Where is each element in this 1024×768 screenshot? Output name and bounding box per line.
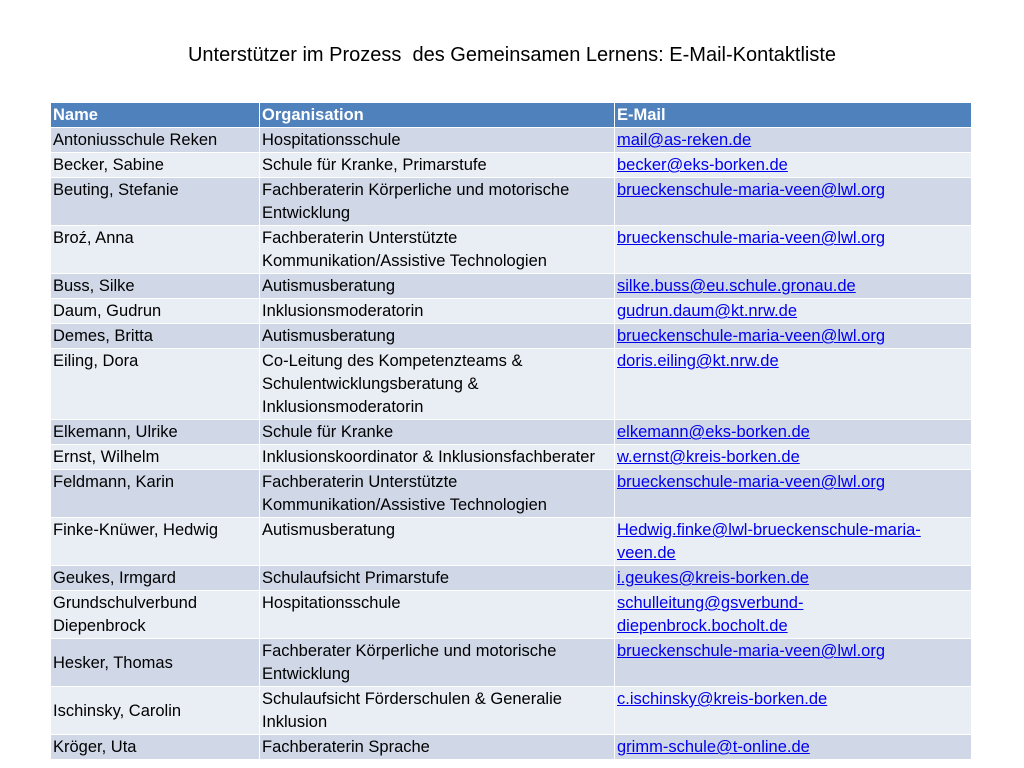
cell-name: Buss, Silke: [51, 274, 260, 299]
cell-name: Kröger, Uta: [51, 735, 260, 760]
cell-organisation: Fachberaterin Unterstützte Kommunikation/Assistive Technologien: [260, 226, 615, 274]
cell-name: Demes, Britta: [51, 324, 260, 349]
cell-organisation: Fachberaterin Unterstützte Kommunikation/Assistive Technologien: [260, 470, 615, 518]
cell-email: [615, 299, 972, 324]
cell-name: Feldmann, Karin: [51, 470, 260, 518]
cell-email: [615, 591, 972, 639]
cell-name: Beuting, Stefanie: [51, 178, 260, 226]
header-email: E-Mail: [615, 103, 972, 128]
page-title: Unterstützer im Prozess des Gemeinsamen Lernens: E-Mail-Kontaktliste: [187, 44, 837, 66]
email-link[interactable]: w.ernst@kreis-borken.de: [617, 448, 800, 466]
email-link[interactable]: i.geukes@kreis-borken.de: [617, 569, 809, 587]
cell-organisation: Autismusberatung: [260, 274, 615, 299]
table-row: [51, 735, 972, 760]
cell-organisation: Fachberaterin Sprache: [260, 735, 615, 760]
cell-email: [615, 566, 972, 591]
header-organisation: Organisation: [260, 103, 615, 128]
cell-name: Hesker, Thomas: [51, 639, 260, 687]
contact-table: [50, 102, 972, 760]
table-row: [51, 518, 972, 566]
cell-organisation: Fachberater Körperliche und motorische Entwicklung: [260, 639, 615, 687]
email-link[interactable]: silke.buss@eu.schule.gronau.de: [617, 277, 856, 295]
header-name: Name: [51, 103, 260, 128]
email-link[interactable]: brueckenschule-maria-veen@lwl.org: [617, 473, 886, 491]
email-link[interactable]: brueckenschule-maria-veen@lwl.org: [617, 229, 886, 247]
cell-name: Geukes, Irmgard: [51, 566, 260, 591]
cell-email: [615, 445, 972, 470]
table-row: [51, 639, 972, 687]
email-link[interactable]: c.ischinsky@kreis-borken.de: [617, 690, 828, 708]
table-row: [51, 420, 972, 445]
table-row: [51, 445, 972, 470]
cell-email: [615, 735, 972, 760]
table-row: [51, 178, 972, 226]
table-header-row: [51, 103, 972, 128]
table-row: [51, 349, 972, 420]
cell-name: Broź, Anna: [51, 226, 260, 274]
table-row: [51, 566, 972, 591]
cell-email: [615, 324, 972, 349]
cell-email: [615, 518, 972, 566]
cell-email: [615, 226, 972, 274]
cell-organisation: Autismusberatung: [260, 324, 615, 349]
table-row: [51, 274, 972, 299]
cell-organisation: Co-Leitung des Kompetenzteams & Schulentwicklungsberatung & Inklusionsmoderatorin: [260, 349, 615, 420]
cell-organisation: Hospitationsschule: [260, 591, 615, 639]
cell-email: [615, 687, 972, 735]
email-link[interactable]: mail@as-reken.de: [617, 131, 752, 149]
email-link[interactable]: gudrun.daum@kt.nrw.de: [617, 302, 798, 320]
table-row: [51, 591, 972, 639]
cell-name: Daum, Gudrun: [51, 299, 260, 324]
cell-name: Ernst, Wilhelm: [51, 445, 260, 470]
cell-name: Antoniusschule Reken: [51, 128, 260, 153]
cell-email: [615, 349, 972, 420]
table-row: [51, 153, 972, 178]
email-link[interactable]: elkemann@eks-borken.de: [617, 423, 810, 441]
cell-email: [615, 128, 972, 153]
table-row: [51, 687, 972, 735]
cell-email: [615, 178, 972, 226]
cell-name: Ischinsky, Carolin: [51, 687, 260, 735]
cell-organisation: Inklusionskoordinator & Inklusionsfachberater: [260, 445, 615, 470]
cell-organisation: Schule für Kranke: [260, 420, 615, 445]
cell-organisation: Fachberaterin Körperliche und motorische Entwicklung: [260, 178, 615, 226]
cell-email: [615, 639, 972, 687]
cell-name: Finke-Knüwer, Hedwig: [51, 518, 260, 566]
cell-organisation: Hospitationsschule: [260, 128, 615, 153]
cell-email: [615, 470, 972, 518]
cell-name: Elkemann, Ulrike: [51, 420, 260, 445]
cell-email: [615, 274, 972, 299]
email-link[interactable]: brueckenschule-maria-veen@lwl.org: [617, 642, 886, 660]
email-link[interactable]: schulleitung@gsverbund-diepenbrock.bocholt.de: [617, 594, 804, 635]
email-link[interactable]: brueckenschule-maria-veen@lwl.org: [617, 181, 886, 199]
table-row: [51, 128, 972, 153]
email-link[interactable]: Hedwig.finke@lwl-brueckenschule-maria-veen.de: [617, 521, 921, 562]
cell-name: Grundschulverbund Diepenbrock: [51, 591, 260, 639]
cell-email: [615, 420, 972, 445]
cell-organisation: Autismusberatung: [260, 518, 615, 566]
email-link[interactable]: brueckenschule-maria-veen@lwl.org: [617, 327, 886, 345]
cell-organisation: Schule für Kranke, Primarstufe: [260, 153, 615, 178]
cell-organisation: Schulaufsicht Förderschulen & Generalie Inklusion: [260, 687, 615, 735]
cell-organisation: Inklusionsmoderatorin: [260, 299, 615, 324]
table-row: [51, 324, 972, 349]
email-link[interactable]: becker@eks-borken.de: [617, 156, 788, 174]
email-link[interactable]: grimm-schule@t-online.de: [617, 738, 810, 756]
cell-email: [615, 153, 972, 178]
table-row: [51, 470, 972, 518]
email-link[interactable]: doris.eiling@kt.nrw.de: [617, 352, 779, 370]
cell-name: Becker, Sabine: [51, 153, 260, 178]
cell-organisation: Schulaufsicht Primarstufe: [260, 566, 615, 591]
table-row: [51, 226, 972, 274]
cell-name: Eiling, Dora: [51, 349, 260, 420]
table-row: [51, 299, 972, 324]
